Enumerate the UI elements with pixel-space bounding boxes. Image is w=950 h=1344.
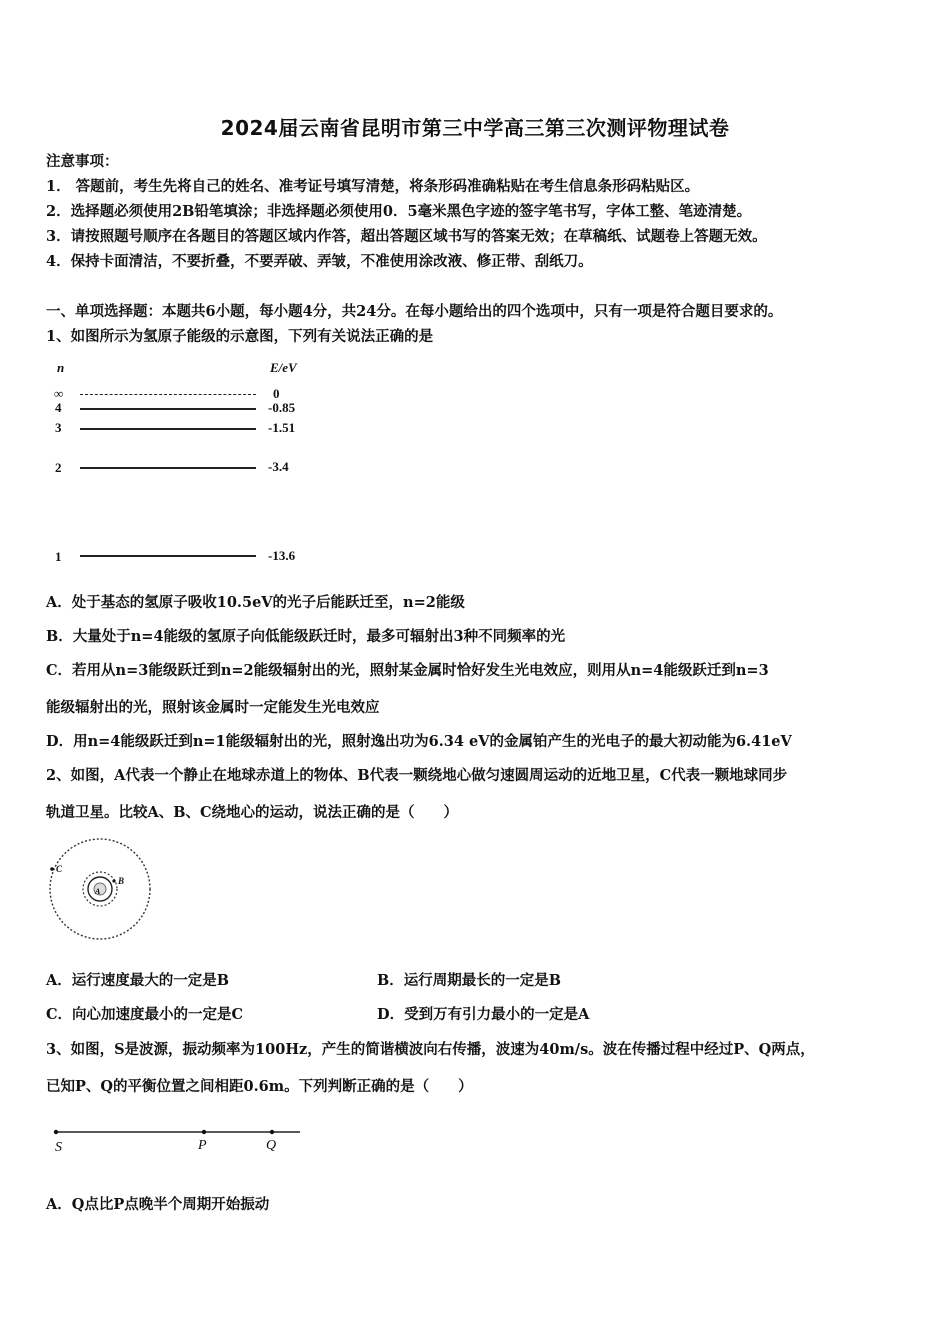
question-2-stem: 2、如图，A代表一个静止在地球赤道上的物体、B代表一颗绕地心做匀速圆周运动的近地卫星，C代表一颗地球同步 — [46, 767, 788, 784]
q1-option-d: D．用n=4能级跃迁到n=1能级辐射出的光，照射逸出功为6.34 eV的金属铂产生的光电子的最大初动能为6.41eV — [46, 733, 792, 750]
point-q — [270, 1130, 274, 1134]
level-n-infinity: ∞ — [54, 386, 64, 401]
level-e-3: -1.51 — [268, 420, 296, 435]
label-a: A — [95, 887, 101, 896]
q1-option-b: B．大量处于n=4能级的氢原子向低能级跃迁时，最多可辐射出3种不同频率的光 — [46, 628, 566, 645]
notice-item: 3．请按照题号顺序在各题目的答题区域内作答，超出答题区域书写的答案无效；在草稿纸、试题卷上答题无效。 — [46, 228, 767, 245]
q2-option-b: B．运行周期最长的一定是B — [377, 972, 562, 989]
q1-option-c-cont: 能级辐射出的光，照射该金属时一定能发生光电效应 — [46, 699, 380, 716]
level-line-infinity — [80, 394, 256, 395]
q3-option-a: A．Q点比P点晚半个周期开始振动 — [46, 1196, 270, 1213]
level-e-infinity: 0 — [273, 386, 280, 401]
energy-level-diagram — [40, 356, 320, 571]
satellite-b — [112, 879, 115, 882]
level-line-4 — [80, 408, 256, 410]
level-e-4: -0.85 — [268, 400, 296, 415]
level-line-1 — [80, 555, 256, 557]
q1-option-a: A．处于基态的氢原子吸收10.5eV的光子后能跃迁至，n=2能级 — [46, 594, 465, 611]
notice-heading: 注意事项： — [46, 153, 119, 170]
notice-item: 1． 答题前，考生先将自己的姓名、准考证号填写清楚，将条形码准确粘贴在考生信息条形码粘贴区。 — [46, 178, 700, 195]
level-n-2: 2 — [55, 460, 62, 475]
level-e-2: -3.4 — [268, 459, 289, 474]
satellite-c — [50, 867, 54, 871]
notice-item: 4．保持卡面清洁，不要折叠，不要弄破、弄皱，不准使用涂改液、修正带、刮纸刀。 — [46, 253, 593, 270]
label-s: S — [55, 1140, 62, 1155]
q2-option-c: C．向心加速度最小的一定是C — [46, 1006, 244, 1023]
level-n-1: 1 — [55, 549, 62, 564]
q1-option-c: C．若用从n=3能级跃迁到n=2能级辐射出的光，照射某金属时恰好发生光电效应，则用从n=4能级跃迁到n=3 — [46, 662, 769, 679]
q2-option-d: D．受到万有引力最小的一定是A — [377, 1006, 590, 1023]
page-title: 2024届云南省昆明市第三中学高三第三次测评物理试卷 — [220, 116, 730, 140]
section-heading: 一、单项选择题：本题共6小题，每小题4分，共24分。在每小题给出的四个选项中，只有一项是符合题目要求的。 — [46, 303, 783, 320]
label-c: C — [56, 864, 63, 874]
point-p — [202, 1130, 206, 1134]
axis-label-n: n — [57, 360, 65, 375]
question-3-stem: 3、如图，S是波源，振动频率为100Hz，产生的简谐横波向右传播，波速为40m/s。波在传播过程中经过P、Q两点， — [46, 1041, 815, 1058]
level-n-3: 3 — [55, 420, 62, 435]
q2-option-a: A．运行速度最大的一定是B — [46, 972, 230, 989]
question-2-stem-cont: 轨道卫星。比较A、B、C绕地心的运动，说法正确的是（ ） — [46, 804, 459, 821]
label-b: B — [118, 876, 125, 886]
label-q: Q — [266, 1138, 277, 1153]
level-n-4: 4 — [55, 400, 62, 415]
label-p: P — [198, 1138, 207, 1153]
wave-line-diagram — [50, 1120, 310, 1160]
axis-label-energy: E/eV — [270, 360, 297, 375]
orbit-diagram — [44, 836, 156, 948]
level-line-2 — [80, 467, 256, 469]
point-s — [54, 1130, 58, 1134]
level-e-1: -13.6 — [268, 548, 296, 563]
notice-item: 2．选择题必须使用2B铅笔填涂；非选择题必须使用0．5毫米黑色字迹的签字笔书写，字体工整、笔迹清楚。 — [46, 203, 752, 220]
level-line-3 — [80, 428, 256, 430]
question-3-stem-cont: 已知P、Q的平衡位置之间相距0.6m。下列判断正确的是（ ） — [46, 1078, 473, 1095]
question-1-stem: 1、如图所示为氢原子能级的示意图，下列有关说法正确的是 — [46, 328, 434, 345]
